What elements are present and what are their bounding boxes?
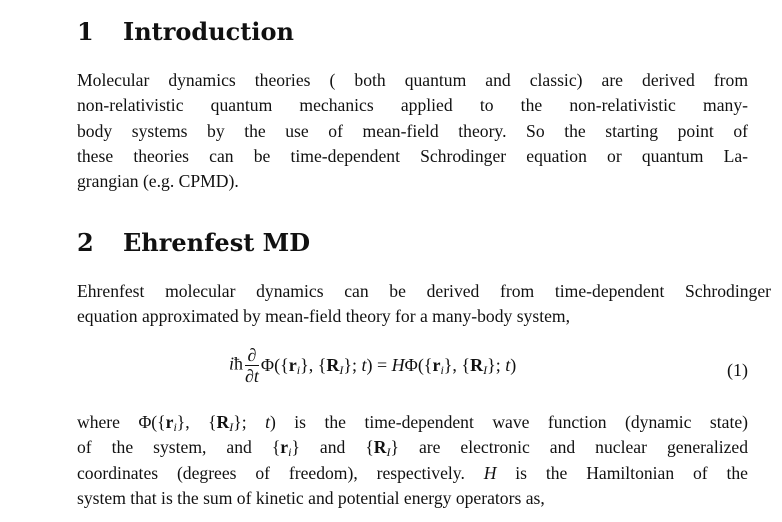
text-line: coordinates (degrees of freedom), respectively. H is the Hamiltonian of the bbox=[77, 462, 748, 483]
text-line: system that is the sum of kinetic and potential energy operators as, bbox=[77, 487, 545, 508]
text-line: grangian (e.g. CPMD). bbox=[77, 171, 239, 192]
text-line: Ehrenfest molecular dynamics can be derived from time-dependent Schrodinger bbox=[77, 281, 771, 301]
section-heading-ehrenfest-md bbox=[77, 228, 311, 257]
introduction-paragraph bbox=[77, 68, 748, 194]
section-title: Ehrenfest MD bbox=[123, 228, 311, 257]
text-line: of the system, and $\{r_i\}$ and $\{R_I\}$ are electronic and nuclear generalized bbox=[77, 437, 749, 460]
section-number: 1 bbox=[77, 17, 94, 46]
text-line: where $\Phi(\{r_i\}$, $\{R_I\}$; t) is the time-dependent wave function (dynamic state) bbox=[77, 412, 749, 434]
after-equation-paragraph bbox=[77, 410, 748, 511]
text-line: body systems by the use of mean-field theory. So the starting point of bbox=[77, 120, 748, 141]
text-line: these theories can be time-dependent Schrodinger equation or quantum La- bbox=[77, 145, 748, 166]
partial-derivative: $\frac{\partial}{\partial t}$ bbox=[245, 345, 259, 386]
ehrenfest-paragraph bbox=[77, 279, 771, 330]
text-line: equation approximated by mean-field theory for a many-body system, bbox=[77, 306, 570, 327]
text-line: Molecular dynamics theories ( both quantum and classic) are derived from bbox=[77, 70, 748, 90]
section-number: 2 bbox=[77, 228, 94, 257]
equation-1 bbox=[77, 346, 748, 396]
section-title: Introduction bbox=[123, 17, 294, 46]
equation-body: iħ $\frac{\partial}{\partial t}$ $\Phi(\{r_i\}$, $\{R_I\}$; $t) = H\Phi(\{r_i\}$, $\{R_I\}$; t) bbox=[229, 345, 517, 386]
text-line: non-relativistic quantum mechanics applied to the non-relativistic many- bbox=[77, 95, 748, 116]
equation-number: (1) bbox=[727, 360, 748, 380]
section-heading-introduction bbox=[77, 17, 294, 46]
